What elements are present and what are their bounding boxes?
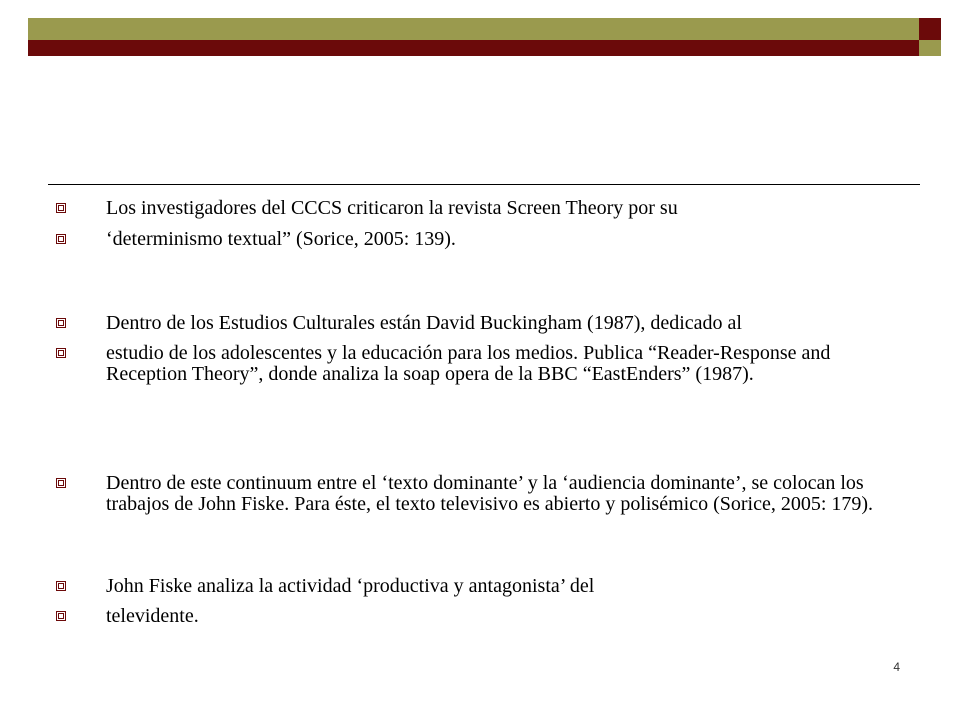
square-bullet-icon — [56, 318, 66, 328]
slide-number: 4 — [893, 660, 900, 674]
bullet-text: estudio de los adolescentes y la educación para los medios. Publica “Reader-Response and Reception Theory”, donde analiza la soap opera de la BBC “EastEnders” (1987). — [106, 342, 831, 385]
bullet-item — [56, 576, 876, 597]
square-bullet-icon — [56, 203, 66, 213]
square-bullet-icon — [56, 581, 66, 591]
bullet-item — [56, 313, 876, 334]
bullet-text: John Fiske analiza la actividad ‘productiva y antagonista’ del — [106, 575, 595, 597]
bullet-item — [56, 343, 876, 385]
square-bullet-icon — [56, 611, 66, 621]
bullet-item — [56, 473, 876, 515]
bullet-item — [56, 229, 876, 250]
square-bullet-icon — [56, 478, 66, 488]
bullet-item — [56, 606, 876, 627]
bullet-text: Los investigadores del CCCS criticaron la revista Screen Theory por su — [106, 197, 678, 219]
square-bullet-icon — [56, 348, 66, 358]
bullet-text: Dentro de este continuum entre el ‘texto dominante’ y la ‘audiencia dominante’, se colocan los trabajos de John Fiske. Para éste, el texto televisivo es abierto y polisémico (Sorice, 2005: 179). — [106, 472, 874, 515]
bullet-text: Dentro de los Estudios Culturales están David Buckingham (1987), dedicado al — [106, 312, 742, 334]
square-bullet-icon — [56, 234, 66, 244]
bullet-item — [56, 198, 876, 219]
bullet-text: televidente. — [106, 605, 199, 627]
bullet-text: ‘determinismo textual” (Sorice, 2005: 139). — [106, 228, 456, 250]
